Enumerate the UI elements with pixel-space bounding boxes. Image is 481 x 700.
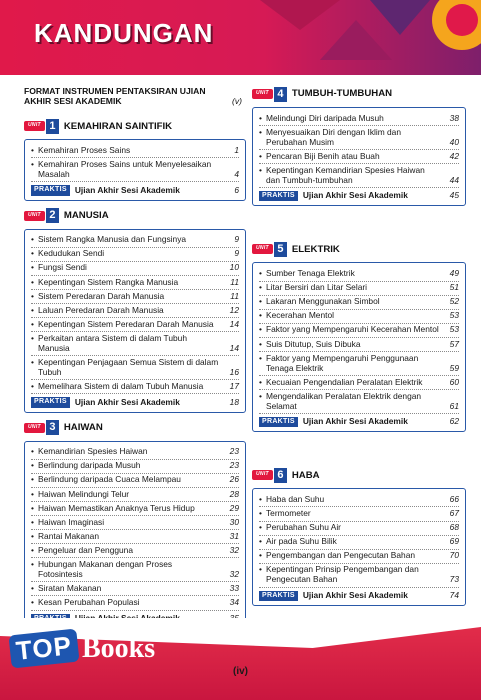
toc-entry-page: 57 [449,338,459,349]
toc-entry[interactable] [259,522,459,536]
toc-entry[interactable] [31,318,239,332]
toc-entry-title: • Haiwan Memastikan Anaknya Terus Hidup [31,504,225,514]
unit-box [24,229,246,413]
toc-entry-title: • Perkaitan antara Sistem di dalam Tubuh Manusia [31,334,225,354]
toc-entry-title: • Perubahan Suhu Air [259,523,445,533]
praktis-page: 45 [449,190,459,201]
unit-title: TUMBUH-TUMBUHAN [291,88,393,100]
toc-entry-page: 33 [229,582,239,593]
toc-entry-title: • Kepentingan Penjagaan Semua Sistem di dalam Tubuh [31,358,225,378]
toc-entry-page: 14 [229,342,239,353]
unit-title: MANUSIA [63,209,109,221]
toc-entry[interactable] [259,296,459,310]
toc-entry[interactable] [31,290,239,304]
toc-entry-title: • Termometer [259,509,445,519]
toc-entry-page: 30 [229,516,239,527]
toc-entry-page: 61 [449,400,459,411]
unit-title: KEMAHIRAN SAINTIFIK [63,120,173,132]
toc-left-column [24,86,246,636]
toc-entry-title: • Haiwan Imaginasi [31,518,225,528]
unit-header[interactable] [252,467,466,483]
toc-entry-page: 11 [230,276,239,287]
toc-entry-page: 59 [449,362,459,373]
toc-entry[interactable] [259,112,459,126]
toc-entry-title: • Kepentingan Prinsip Pengembangan dan Pengecutan Bahan [259,565,445,585]
toc-entry[interactable] [259,282,459,296]
toc-entry-title: • Pengembangan dan Pengecutan Bahan [259,551,445,561]
toc-entry-page: 14 [229,318,239,329]
toc-entry-title: • Hubungan Makanan dengan Proses Fotosintesis [31,560,225,580]
unit-header[interactable] [24,420,246,436]
unit-title: HAIWAN [63,421,103,433]
toc-entry-page: 52 [449,296,459,307]
toc-entry[interactable] [259,150,459,164]
toc-entry-title: • Faktor yang Mempengaruhi Kecerahan Mentol [259,325,445,335]
praktis-title: Ujian Akhir Sesi Akademik [74,396,180,407]
column-gap [252,213,466,241]
toc-entry-title: • Kemahiran Proses Sains [31,146,225,156]
toc-entry[interactable] [31,262,239,276]
toc-entry-title: • Laluan Peredaran Darah Manusia [31,306,225,316]
page-title: KANDUNGAN [34,18,214,48]
praktis-page: 6 [234,184,239,195]
unit-box [252,488,466,606]
toc-entry-page: 12 [229,304,239,315]
toc-entry-page: 32 [229,544,239,555]
praktis-title: Ujian Akhir Sesi Akademik [302,416,408,427]
toc-entry-page: 53 [449,324,459,335]
logo-top-text: TOP [8,629,79,669]
toc-entry-page: 68 [449,522,459,533]
toc-entry[interactable] [31,356,239,380]
toc-entry[interactable] [31,516,239,530]
toc-entry-title: • Kepentingan Sistem Peredaran Darah Manusia [31,320,225,330]
toc-entry[interactable] [259,376,459,390]
unit-number: 6 [274,468,287,483]
unit-header[interactable] [24,118,246,134]
praktis-entry[interactable] [31,394,239,407]
toc-entry-page: 42 [449,150,459,161]
toc-entry[interactable] [259,390,459,414]
toc-entry-page: 34 [229,597,239,608]
praktis-page: 74 [449,589,459,600]
toc-entry-page: 53 [449,310,459,321]
toc-entry-title: • Kepentingan Sistem Rangka Manusia [31,278,225,288]
toc-entry[interactable] [31,544,239,558]
logo-books-text: Books [81,632,156,664]
publisher-logo [10,632,155,665]
toc-entry-title: • Sistem Peredaran Darah Manusia [31,292,225,302]
toc-right-column [252,86,466,613]
praktis-tag: PRAKTIS [259,191,298,201]
toc-entry-title: • Lakaran Menggunakan Simbol [259,297,445,307]
toc-entry-title: • Melindungi Diri daripada Musuh [259,114,445,124]
preamble-text: FORMAT INSTRUMEN PENTAKSIRAN UJIAN AKHIR SESI AKADEMIK [24,86,206,107]
toc-entry[interactable] [31,474,239,488]
unit-number: 5 [274,242,287,257]
toc-entry-page: 73 [449,574,459,585]
toc-entry-title: • Faktor yang Mempengaruhi Penggunaan Tenaga Elektrik [259,354,445,374]
toc-entry-title: • Haba dan Suhu [259,495,445,505]
praktis-entry[interactable] [259,588,459,601]
toc-entry[interactable] [31,502,239,516]
toc-entry[interactable] [31,380,239,394]
toc-entry-page: 9 [234,234,239,245]
toc-entry-page: 44 [449,174,459,185]
unit-header[interactable] [252,86,466,102]
toc-entry-page: 23 [229,446,239,457]
unit-box [252,107,466,206]
toc-entry-title: • Rantai Makanan [31,532,225,542]
header-banner [0,0,481,75]
toc-entry-title: • Pencaran Biji Benih atau Buah [259,152,445,162]
toc-entry[interactable] [31,144,239,158]
toc-entry-page: 51 [449,282,459,293]
toc-entry-title: • Berlindung daripada Musuh [31,461,225,471]
toc-entry-page: 1 [234,144,239,155]
toc-entry[interactable] [259,126,459,150]
toc-entry-page: 16 [229,366,239,377]
unit-header[interactable] [24,208,246,224]
toc-entry-title: • Suis Ditutup, Suis Dibuka [259,340,445,350]
toc-entry-page: 38 [449,112,459,123]
toc-entry-title: • Litar Bersiri dan Litar Selari [259,283,445,293]
unit-number: 1 [46,119,59,134]
toc-entry-title: • Kesan Perubahan Populasi [31,598,225,608]
toc-entry-title: • Memelihara Sistem di dalam Tubuh Manusia [31,382,225,392]
praktis-tag: PRAKTIS [31,397,70,407]
toc-entry[interactable] [31,530,239,544]
toc-entry-title: • Kedudukan Sendi [31,249,225,259]
toc-entry[interactable] [259,564,459,588]
unit-badge: UNIT [24,121,45,131]
toc-entry-title: • Sistem Rangka Manusia dan Fungsinya [31,235,225,245]
praktis-page: 62 [449,416,459,427]
praktis-tag: PRAKTIS [31,185,70,195]
toc-entry[interactable] [259,338,459,352]
toc-entry[interactable] [31,558,239,582]
toc-entry-page: 28 [229,488,239,499]
column-gap [252,439,466,467]
toc-entry-page: 29 [229,502,239,513]
unit-title: ELEKTRIK [291,243,340,255]
toc-entry-page: 4 [234,168,239,179]
toc-entry-title: • Siratan Makanan [31,584,225,594]
toc-entry[interactable] [31,248,239,262]
toc-entry[interactable] [259,310,459,324]
toc-entry-page: 32 [229,568,239,579]
page-number: (iv) [233,666,248,677]
toc-entry-title: • Haiwan Melindungi Telur [31,490,225,500]
praktis-page: 18 [229,396,239,407]
unit-box [252,262,466,432]
toc-entry-title: • Menyesuaikan Diri dengan Iklim dan Perubahan Musim [259,128,445,148]
unit-badge: UNIT [252,470,273,480]
toc-entry-page: 66 [449,493,459,504]
toc-entry-page: 40 [449,136,459,147]
toc-entry[interactable] [31,596,239,610]
toc-entry-title: • Sumber Tenaga Elektrik [259,269,445,279]
toc-entry[interactable] [31,234,239,248]
decor-triangle [370,0,430,35]
decor-circle [446,4,478,36]
toc-entry-page: 70 [449,550,459,561]
unit-badge: UNIT [24,423,45,433]
unit-header[interactable] [252,241,466,257]
toc-entry-page: 11 [230,290,239,301]
toc-entry[interactable] [31,304,239,318]
toc-entry-page: 26 [229,474,239,485]
praktis-title: Ujian Akhir Sesi Akademik [302,589,408,600]
toc-entry-title: • Kecuaian Pengendalian Peralatan Elektrik [259,378,445,388]
praktis-tag: PRAKTIS [259,591,298,601]
toc-entry-title: • Berlindung daripada Cuaca Melampau [31,475,225,485]
toc-entry[interactable] [259,164,459,188]
toc-entry[interactable] [259,493,459,507]
toc-entry-title: • Kepentingan Kemandirian Spesies Haiwan dan Tumbuh-tumbuhan [259,166,445,186]
unit-badge: UNIT [252,244,273,254]
toc-entry[interactable] [259,267,459,281]
unit-title: HABA [291,469,320,481]
toc-entry[interactable] [259,352,459,376]
toc-entry-title: • Air pada Suhu Bilik [259,537,445,547]
unit-number: 4 [274,87,287,102]
toc-entry-page: 31 [229,530,239,541]
praktis-tag: PRAKTIS [259,417,298,427]
toc-entry[interactable] [31,582,239,596]
toc-entry[interactable] [31,446,239,460]
toc-entry-title: • Kecerahan Mentol [259,311,445,321]
toc-entry[interactable] [31,460,239,474]
toc-entry[interactable] [31,276,239,290]
toc-entry-title: • Fungsi Sendi [31,263,225,273]
unit-number: 3 [46,420,59,435]
unit-box [24,441,246,629]
toc-preamble[interactable] [24,86,246,106]
praktis-title: Ujian Akhir Sesi Akademik [302,190,408,201]
toc-entry-page: 49 [449,268,459,279]
toc-entry-page: 69 [449,536,459,547]
praktis-entry[interactable] [259,188,459,201]
toc-entry-page: 17 [229,380,239,391]
toc-entry[interactable] [31,488,239,502]
toc-entry[interactable] [259,324,459,338]
praktis-entry[interactable] [259,414,459,427]
preamble-page: (v) [231,96,242,107]
toc-entry-title: • Mengendalikan Peralatan Elektrik dengan Selamat [259,392,445,412]
praktis-entry[interactable] [31,182,239,195]
toc-entry[interactable] [259,507,459,521]
toc-entry-page: 23 [229,460,239,471]
unit-badge: UNIT [252,89,273,99]
toc-entry[interactable] [259,550,459,564]
toc-entry[interactable] [259,536,459,550]
unit-badge: UNIT [24,211,45,221]
toc-entry-page: 67 [449,508,459,519]
toc-entry-title: • Kemahiran Proses Sains untuk Menyelesaikan Masalah [31,160,225,180]
toc-entry-page: 9 [234,248,239,259]
unit-box [24,139,246,200]
unit-number: 2 [46,208,59,223]
toc-entry[interactable] [31,332,239,356]
toc-entry-page: 60 [449,376,459,387]
toc-entry[interactable] [31,158,239,182]
toc-entry-title: • Kemandirian Spesies Haiwan [31,447,225,457]
praktis-title: Ujian Akhir Sesi Akademik [74,184,180,195]
toc-entry-title: • Pengeluar dan Pengguna [31,546,225,556]
toc-entry-page: 10 [229,262,239,273]
